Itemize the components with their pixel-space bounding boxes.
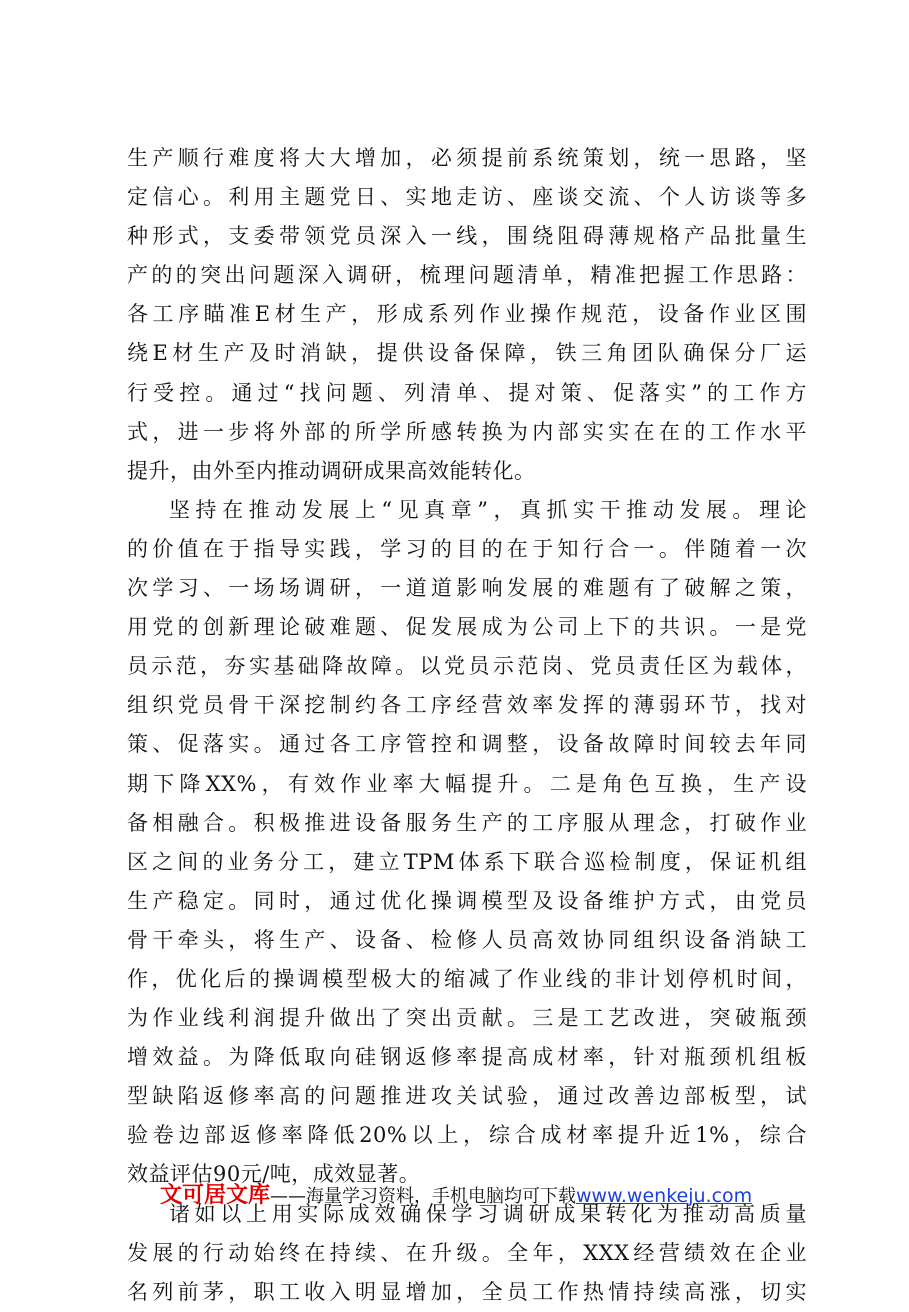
document-body (127, 139, 807, 1312)
brand-name: 文可居文库 (160, 1183, 271, 1208)
text-line: 次学习、一场场调研，一道道影响发展的难题有了破解之策， (127, 576, 807, 601)
text-line: 绕E材生产及时消缺，提供设备保障，铁三角团队确保分厂运 (127, 341, 807, 366)
text-line: 策、促落实。通过各工序管控和调整，设备故障时间较去年同 (127, 732, 807, 757)
text-line: 型缺陷返修率高的问题推进攻关试验，通过改善边部板型，试 (127, 1084, 807, 1109)
footer-slogan: ——海量学习资料，手机电脑均可下载 (270, 1186, 577, 1207)
text-line: 诸如以上用实际成效确保学习调研成果转化为推动高质量 (169, 1201, 807, 1226)
text-line: 骨干牵头，将生产、设备、检修人员高效协同组织设备消缺工 (127, 927, 807, 952)
text-line: 效益评估90元/吨，成效显著。 (127, 1162, 421, 1187)
text-line: 备相融合。积极推进设备服务生产的工序服从理念，打破作业 (127, 810, 807, 835)
text-line: 种形式，支委带领党员深入一线，围绕阻碍薄规格产品批量生 (127, 224, 807, 249)
text-line: 行受控。通过“找问题、列清单、提对策、促落实”的工作方 (127, 380, 807, 405)
text-line: 用党的创新理论破难题、促发展成为公司上下的共识。一是党 (127, 615, 807, 640)
text-line: 产的的突出问题深入调研，梳理问题清单，精准把握工作思路： (127, 263, 807, 288)
text-line: 式，进一步将外部的所学所感转换为内部实实在在的工作水平 (127, 419, 807, 444)
text-line: 发展的行动始终在持续、在升级。全年，XXX经营绩效在企业 (127, 1240, 807, 1265)
text-line: 的价值在于指导实践，学习的目的在于知行合一。伴随着一次 (127, 536, 807, 561)
website-link[interactable]: www.wenkeju.com (576, 1185, 753, 1207)
text-line: 为作业线利润提升做出了突出贡献。三是工艺改进，突破瓶颈 (127, 1006, 807, 1031)
text-line: 提升，由外至内推动调研成果高效能转化。 (127, 458, 536, 483)
text-line: 各工序瞄准E材生产，形成系列作业操作规范，设备作业区围 (127, 302, 807, 327)
paragraph-2 (127, 491, 807, 1195)
paragraph-1 (127, 139, 807, 491)
text-line: 组织党员骨干深挖制约各工序经营效率发挥的薄弱环节，找对 (127, 693, 807, 718)
text-line: 增效益。为降低取向硅钢返修率提高成材率，针对瓶颈机组板 (127, 1045, 807, 1070)
text-line: 员示范，夯实基础降故障。以党员示范岗、党员责任区为载体， (127, 654, 807, 679)
text-line: 坚持在推动发展上“见真章”，真抓实干推动发展。理论 (169, 497, 807, 522)
text-line: 区之间的业务分工，建立TPM体系下联合巡检制度，保证机组 (127, 849, 807, 874)
text-line: 作，优化后的操调模型极大的缩减了作业线的非计划停机时间， (127, 966, 807, 991)
text-line: 生产顺行难度将大大增加，必须提前系统策划，统一思路，坚 (127, 146, 807, 170)
text-line: 定信心。利用主题党日、实地走访、座谈交流、个人访谈等多 (127, 185, 807, 210)
footer-banner (160, 1179, 752, 1213)
text-line: 生产稳定。同时，通过优化操调模型及设备维护方式，由党员 (127, 888, 807, 913)
text-line: 名列前茅，职工收入明显增加，全员工作热情持续高涨，切实 (127, 1279, 807, 1304)
text-line: 验卷边部返修率降低20%以上，综合成材率提升近1%，综合 (127, 1123, 807, 1148)
text-line: 期下降XX%，有效作业率大幅提升。二是角色互换，生产设 (127, 771, 807, 796)
